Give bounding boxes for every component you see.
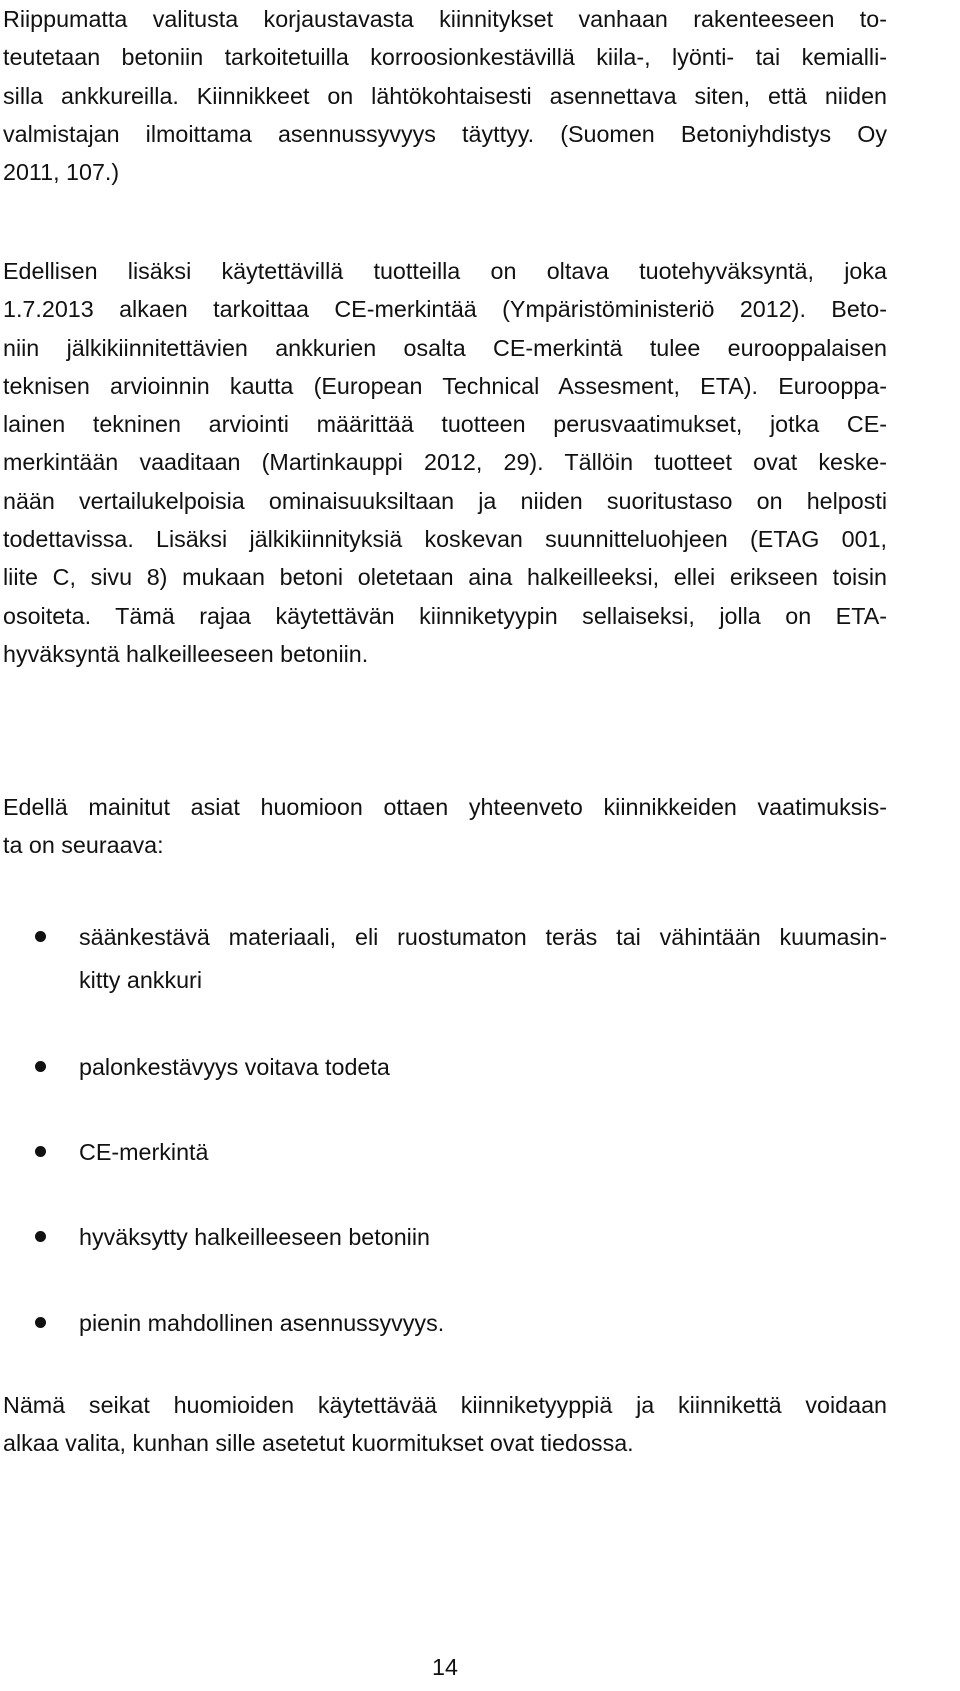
bullet-icon bbox=[35, 931, 46, 942]
list-item-line: säänkestävä materiaali, eli ruostumaton teräs tai vähintään kuumasin- bbox=[79, 924, 887, 950]
bullet-icon bbox=[35, 1317, 46, 1328]
list-item-line: palonkestävyys voitava todeta bbox=[79, 1054, 390, 1080]
paragraph-2 bbox=[3, 252, 887, 673]
paragraph-line: teutetaan betoniin tarkoitetuilla korroosionkestävillä kiila-, lyönti- tai kemialli- bbox=[3, 44, 887, 71]
paragraph-line: merkintään vaaditaan (Martinkauppi 2012, 29). Tällöin tuotteet ovat keske- bbox=[3, 449, 887, 476]
paragraph-line: silla ankkureilla. Kiinnikkeet on lähtökohtaisesti asennettava siten, että niiden bbox=[3, 82, 887, 109]
list-item-text bbox=[79, 1046, 887, 1089]
paragraph-line: liite C, sivu 8) mukaan betoni oletetaan aina halkeilleeksi, ellei erikseen toisin bbox=[3, 564, 887, 591]
list-item-line: kitty ankkuri bbox=[79, 967, 202, 993]
paragraph-line: hyväksyntä halkeilleeseen betoniin. bbox=[3, 640, 369, 667]
page-number: 14 bbox=[432, 1654, 458, 1680]
paragraph-line: Edellisen lisäksi käytettävillä tuotteilla on oltava tuotehyväksyntä, joka bbox=[3, 258, 887, 284]
paragraph-1 bbox=[3, 0, 887, 191]
paragraph-line: osoiteta. Tämä rajaa käytettävän kiinniketyypin sellaiseksi, jolla on ETA- bbox=[3, 602, 887, 629]
bullet-icon bbox=[35, 1061, 46, 1072]
paragraph-line: nään vertailukelpoisia ominaisuuksiltaan ja niiden suoritustaso on helposti bbox=[3, 487, 887, 514]
list-item-text bbox=[79, 1216, 887, 1259]
list-item-line: pienin mahdollinen asennussyvyys. bbox=[79, 1310, 445, 1336]
paragraph-line: Riippumatta valitusta korjaustavasta kiinnitykset vanhaan rakenteeseen to- bbox=[3, 6, 887, 32]
list-item-line: hyväksytty halkeilleeseen betoniin bbox=[79, 1224, 430, 1250]
list-item-text bbox=[79, 1302, 887, 1345]
paragraph-line: todettavissa. Lisäksi jälkikiinnityksiä koskevan suunnitteluohjeen (ETAG 001, bbox=[3, 526, 887, 553]
paragraph-line: valmistajan ilmoittama asennussyvyys täyttyy. (Suomen Betoniyhdistys Oy bbox=[3, 120, 887, 147]
paragraph-line: Nämä seikat huomioiden käytettävää kiinniketyyppiä ja kiinnikettä voidaan bbox=[3, 1392, 887, 1418]
paragraph-line: lainen tekninen arviointi määrittää tuotteen perusvaatimukset, jotka CE- bbox=[3, 411, 887, 438]
list-item-text bbox=[79, 1131, 887, 1174]
list-item-text bbox=[79, 916, 887, 1002]
closing-paragraph bbox=[3, 1386, 887, 1463]
paragraph-line: alkaa valita, kunhan sille asetetut kuormitukset ovat tiedossa. bbox=[3, 1430, 634, 1457]
paragraph-line: Edellä mainitut asiat huomioon ottaen yhteenveto kiinnikkeiden vaatimuksis- bbox=[3, 794, 887, 820]
paragraph-line: 2011, 107.) bbox=[3, 159, 120, 186]
bullet-icon bbox=[35, 1231, 46, 1242]
paragraph-line: teknisen arvioinnin kautta (European Technical Assesment, ETA). Eurooppa- bbox=[3, 372, 887, 399]
bullet-icon bbox=[35, 1146, 46, 1157]
paragraph-line: niin jälkikiinnitettävien ankkurien osalta CE-merkintä tulee eurooppalaisen bbox=[3, 334, 887, 361]
list-item-line: CE-merkintä bbox=[79, 1139, 209, 1165]
paragraph-line: 1.7.2013 alkaen tarkoittaa CE-merkintää (Ympäristöministeriö 2012). Beto- bbox=[3, 296, 887, 323]
paragraph-line: ta on seuraava: bbox=[3, 832, 164, 859]
paragraph-3 bbox=[3, 788, 887, 865]
